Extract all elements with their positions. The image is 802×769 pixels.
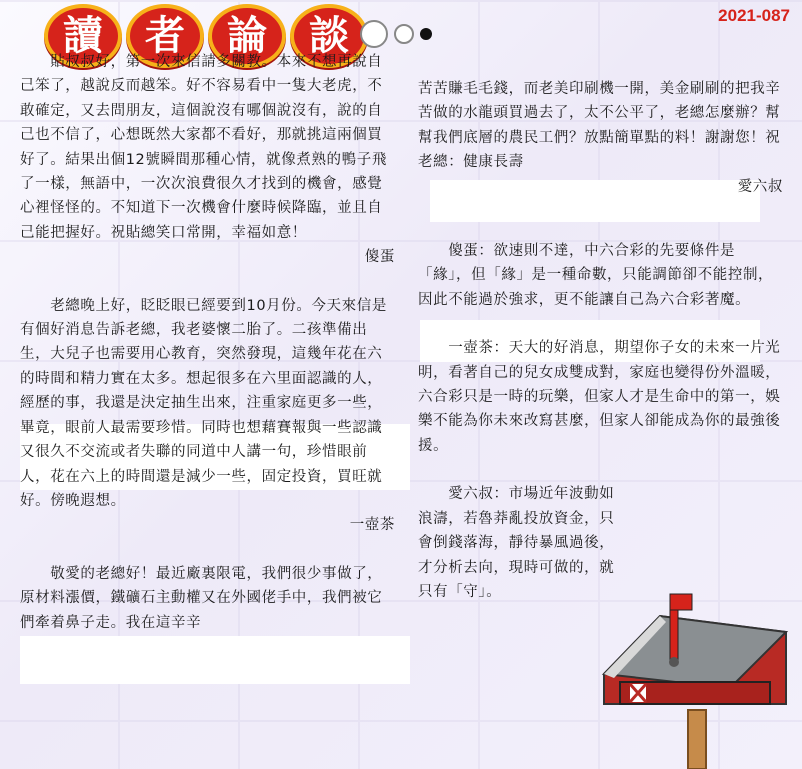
letter-signature: 一壺茶 [349,517,395,534]
reply-paragraph: 一壺茶：天大的好消息，期望你子女的未來一片光明，看著自己的兒女成雙成對，家庭也變得份外溫暖，六合彩只是一時的玩樂，但家人才是生命中的第一，娛樂不能為你未來改寫甚麼，但家人卻能成為你的最強後援。 [418,340,781,454]
title-char: 讀 [44,4,122,68]
white-band [20,636,410,684]
dot-icon [420,28,432,40]
letter-signature: 愛六叔 [737,178,783,195]
title-char: 者 [126,4,204,68]
letter-paragraph: 老總晚上好，眨眨眼已經要到10月份。今天來信是有個好消息告訴老總，我老婆懷二胎了。二孩準備出生，大兒子也需要用心教育，突然發現，這幾年花在六的時間和精力實在太多。想起很多在六里面認識的人，經歷的事，我還是決定抽生出來，注重家庭更多一些，畢竟，眼前人最需要珍惜。同時也想藉賽報與一些認識又很久不交流或者失聯的同道中人講一句，珍惜眼前人，花在六上的時間還是減少一些，固定投資，買旺就好。傍晚遐想。 [20,297,387,509]
issue-code: 2021-087 [718,6,790,25]
letter-paragraph: 敬愛的老總好！最近廠裏限電，我們很少事做了，原材料漲價，鐵礦石主動權又在外國佬手中，我們被它們牽着鼻子走。我在這辛辛 [20,565,383,631]
right-column [418,77,783,604]
reply-paragraph: 愛六叔：市場近年波動如浪濤，若魯莽亂投放資金，只會倒錢落海，靜待暴風過後，才分析去向，現時可做的，就只有「守」。 [418,486,615,600]
title-char: 談 [290,4,368,68]
title-char: 論 [208,4,286,68]
dot-icon [360,20,388,48]
mailbox-illustration [600,592,790,769]
letter-paragraph: 貼叔叔好，第一次來信請多關教。本來不想再說自己笨了，越說反而越笨。好不容易看中一隻大老虎，不敢確定，又去問朋友，這個說沒有哪個說沒有，說的自己也不信了，心想既然大家都不看好，那就挑這兩個買好了。結果出個12號瞬間那種心情，就像煮熟的鴨子飛了一樣，無語中，一次次浪費很久才找到的機會，感覺心裡怪怪的。不知道下一次機會什麼時候降臨，並且自己能把握好。祝貼總笑口常開，幸福如意！ [20,54,387,241]
letter-signature: 傻蛋 [364,249,395,266]
left-column [20,50,395,635]
dot-icon [394,24,414,44]
decorative-dots [360,20,432,48]
letter-paragraph: 苦苦賺毛毛錢，而老美印刷機一開，美金刷刷的把我辛苦做的水龍頭買過去了，太不公平了，老總怎麼辦？幫幫我們底層的農民工們？放點簡單點的料！謝謝您！祝老總：健康長壽 [418,81,781,171]
reply-paragraph: 傻蛋：欲速則不達，中六合彩的先要條件是「緣」，但「緣」是一種命數，只能調節卻不能控制，因此不能過於強求，更不能讓自己為六合彩著魔。 [418,243,774,308]
